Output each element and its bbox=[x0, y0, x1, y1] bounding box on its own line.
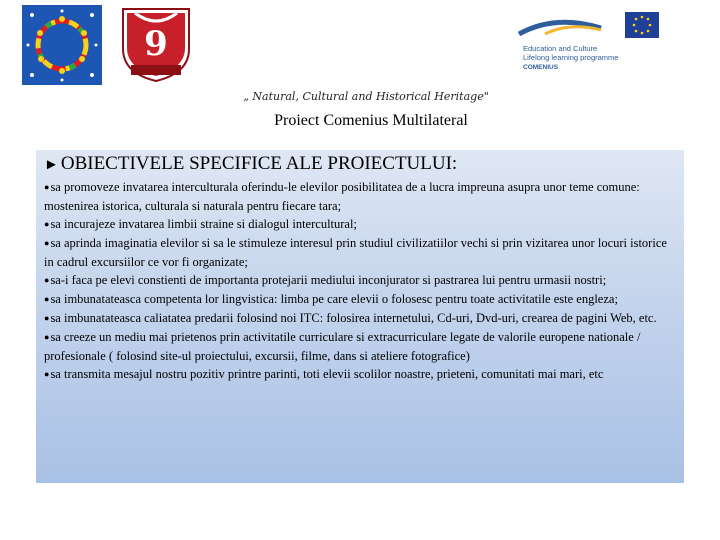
school-crest-icon bbox=[117, 3, 195, 83]
svg-text:9: 9 bbox=[144, 24, 168, 64]
children-ring-icon bbox=[22, 5, 102, 85]
bullet-icon: ● bbox=[44, 332, 50, 342]
section-heading-text: OBIECTIVELE SPECIFICE ALE PROIECTULUI: bbox=[60, 153, 458, 174]
objective-item: ●sa incurajeze invatarea limbii straine si dialogul intercultural; bbox=[44, 217, 357, 231]
page-title: Proiect Comenius Multilateral bbox=[274, 112, 468, 129]
school-logo bbox=[117, 3, 195, 83]
bullet-icon: ● bbox=[44, 275, 50, 285]
bullet-icon: ● bbox=[44, 313, 50, 323]
project-logo bbox=[22, 5, 102, 85]
bullet-icon: ● bbox=[44, 369, 50, 379]
bullet-icon: ● bbox=[44, 182, 50, 192]
objective-item: ●sa imbunatateasca caliatatea predarii folosind noi ITC: folosirea internetului, Cd-uri, Dvd-uri, crearea de pagini Web, etc. bbox=[44, 311, 657, 325]
eu-flag-icon bbox=[515, 10, 663, 44]
objective-item: ●sa aprinda imaginatia elevilor si sa le stimuleze interesul prin studiul civilizatiilor vechi si prin vizitarea unor locuri istorice in cadrul excursiilor ce vor fi organizate; bbox=[44, 236, 667, 269]
objective-item: ●sa-i faca pe elevi constienti de importanta protejarii mediului inconjurator si pastrarea lui pentru urmasii nostri; bbox=[44, 273, 607, 287]
project-subtitle: „ Natural, Cultural and Historical Heritage" bbox=[243, 90, 489, 103]
objectives-panel bbox=[36, 150, 684, 483]
objective-item: ●sa promoveze invatarea interculturala oferindu-le elevilor posibilitatea de a lucra impreuna asupra unor teme comune: mostenirea istorica, culturala si naturala pentru fiecare tara; bbox=[44, 180, 640, 213]
comenius-logo-line1: Education and Culture bbox=[523, 44, 598, 53]
section-heading bbox=[44, 152, 678, 177]
bullet-icon: ● bbox=[44, 219, 50, 229]
objective-item: ●sa creeze un mediu mai prietenos prin activitatile curriculare si extracurriculare legate de valorile europene nationale / profesionale ( folosind site-ul proiectului, excursii, filme, dans si ateliere fotografice) bbox=[44, 330, 641, 363]
comenius-logo-line2: Lifelong learning programme bbox=[523, 53, 619, 62]
objective-item: ●sa imbunatateasca competenta lor lingvistica: limba pe care elevii o folosesc pentru toate activitatile este engleza; bbox=[44, 292, 618, 306]
bullet-icon: ● bbox=[44, 238, 50, 248]
comenius-logo-line3: COMENIUS bbox=[523, 64, 559, 71]
objectives-list bbox=[44, 178, 678, 384]
arrow-right-icon: ► bbox=[44, 157, 59, 173]
comenius-logo bbox=[515, 10, 663, 74]
objective-item: ●sa transmita mesajul nostru pozitiv printre parinti, toti elevii scolilor noastre, prieteni, comunitati mai mari, etc bbox=[44, 367, 604, 381]
bullet-icon: ● bbox=[44, 294, 50, 304]
